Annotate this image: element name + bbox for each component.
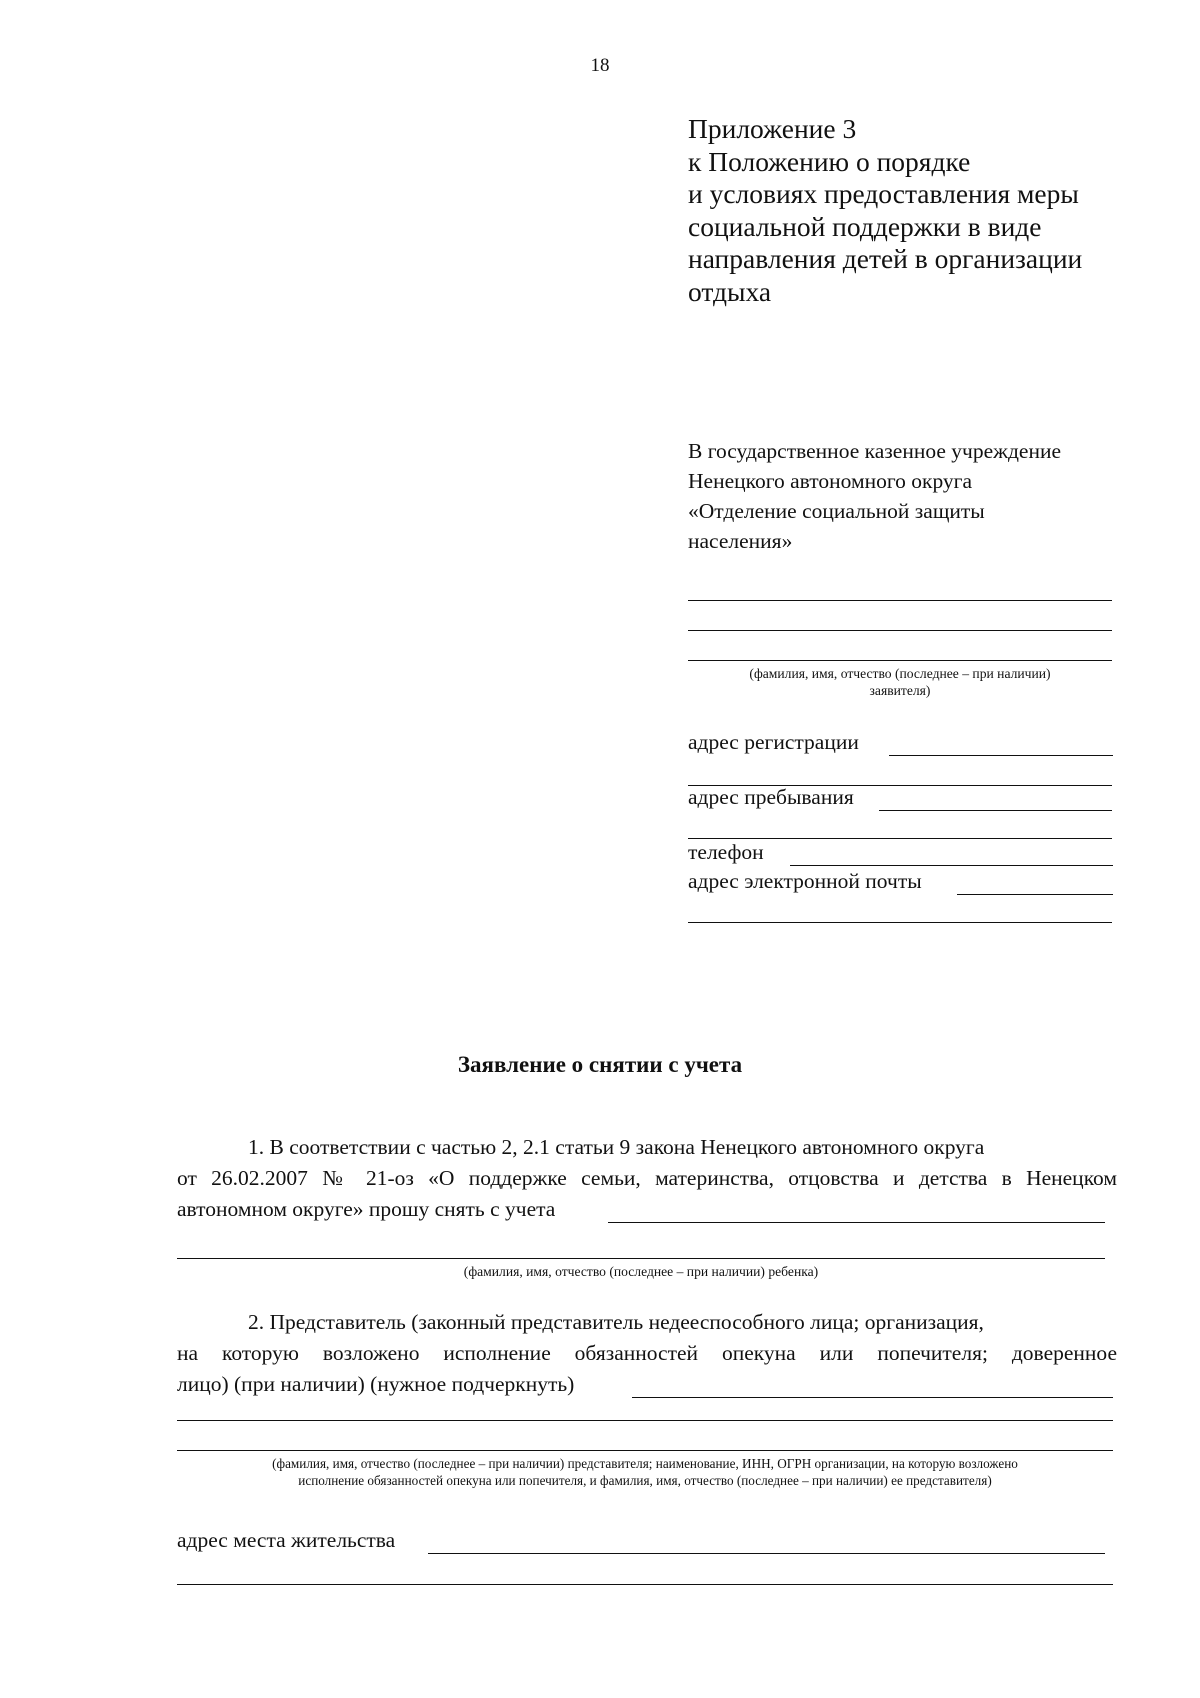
appendix-line: к Положению о порядке	[688, 145, 971, 177]
representative-field-2[interactable]	[177, 1420, 1113, 1421]
caption-line: исполнение обязанностей опекуна или попечителя, и фамилия, имя, отчество (последнее – при наличии) ее представителя)	[298, 1473, 992, 1488]
representative-field[interactable]	[632, 1397, 1113, 1398]
stay-address-field[interactable]	[879, 810, 1112, 811]
page-number: 18	[590, 55, 610, 76]
reg-address-field[interactable]	[889, 755, 1113, 756]
appendix-line: направления детей в организации	[688, 243, 1083, 274]
phone-field[interactable]	[790, 865, 1113, 866]
applicant-name-line-2[interactable]	[688, 630, 1112, 631]
addressee-line: Ненецкого автономного округа	[688, 469, 973, 493]
section2-line-1: 2. Представитель (законный представитель недееспособного лица; организация,	[248, 1310, 984, 1334]
stay-address-label: адрес пребывания	[688, 785, 854, 809]
appendix-line: Приложение 3	[688, 113, 857, 144]
caption-line: (фамилия, имя, отчество (последнее – при наличии)	[749, 666, 1051, 681]
email-field-2[interactable]	[688, 922, 1112, 923]
child-name-field-2[interactable]	[177, 1258, 1105, 1259]
section1-line-2: от 26.02.2007 № 21-оз «О поддержке семьи, материнства, отцовства и детства в Ненецком	[177, 1166, 1117, 1190]
caption-line: (фамилия, имя, отчество (последнее – при наличии) представителя; наименование, ИНН, ОГРН организации, на которую возложено	[272, 1456, 1018, 1471]
document-title: Заявление о снятии с учета	[457, 1052, 743, 1077]
email-field[interactable]	[957, 894, 1113, 895]
appendix-header	[688, 113, 1082, 308]
appendix-line: социальной поддержки в виде	[688, 210, 1042, 242]
representative-field-3[interactable]	[177, 1450, 1113, 1451]
addressee-line: «Отделение социальной защиты	[688, 499, 985, 523]
appendix-line: отдыха	[688, 275, 772, 307]
applicant-name-caption	[688, 665, 1112, 699]
applicant-name-line-3[interactable]	[688, 660, 1112, 661]
addressee-line: В государственное казенное учреждение	[688, 439, 1062, 463]
addressee-line: населения»	[688, 529, 793, 553]
representative-caption	[177, 1455, 1113, 1489]
section1-line-3: автономном округе» прошу снять с учета	[177, 1197, 556, 1221]
appendix-line: и условиях предоставления меры	[688, 178, 1079, 209]
section1-line-1: 1. В соответствии с частью 2, 2.1 статьи 9 закона Ненецкого автономного округа	[248, 1135, 985, 1159]
email-label: адрес электронной почты	[688, 869, 922, 893]
stay-address-field-2[interactable]	[688, 838, 1112, 839]
phone-label: телефон	[688, 840, 764, 864]
section2-line-3: лицо) (при наличии) (нужное подчеркнуть)	[177, 1372, 575, 1396]
applicant-name-line-1[interactable]	[688, 600, 1112, 601]
reg-address-label: адрес регистрации	[688, 730, 859, 754]
residence-address-label: адрес места жительства	[177, 1528, 396, 1552]
child-name-caption: (фамилия, имя, отчество (последнее – при наличии) ребенка)	[463, 1264, 819, 1279]
child-name-field[interactable]	[608, 1222, 1105, 1223]
residence-address-field-2[interactable]	[177, 1584, 1113, 1585]
caption-line: заявителя)	[869, 683, 931, 698]
section2-line-2: на которую возложено исполнение обязанностей опекуна или попечителя; доверенное	[177, 1341, 1117, 1365]
addressee-block	[688, 436, 1061, 556]
residence-address-field[interactable]	[428, 1553, 1105, 1554]
